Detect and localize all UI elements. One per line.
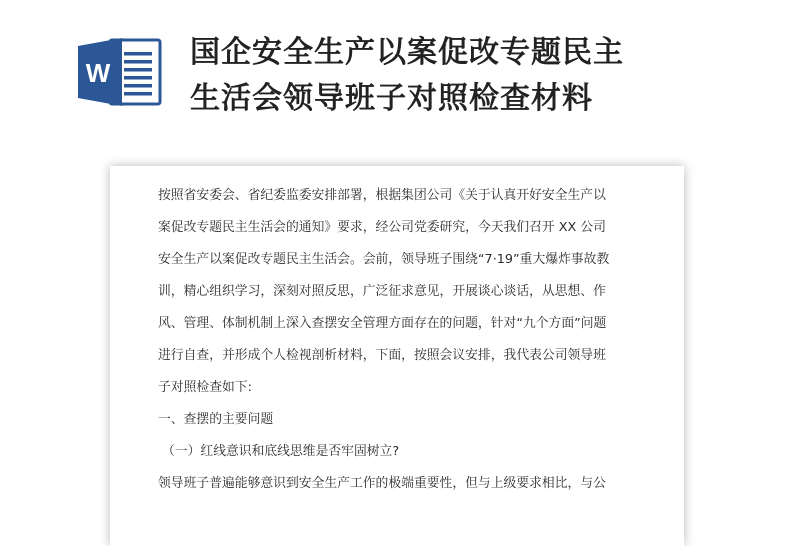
subsection-heading: （一）红线意识和底线思维是否牢固树立? bbox=[162, 444, 400, 459]
document-body bbox=[158, 180, 654, 500]
title-line-2: 生活会领导班子对照检查材料 bbox=[190, 81, 593, 116]
paragraph-line: 进行自查，并形成个人检视剖析材料，下面，按照会议安排，我代表公司领导班 bbox=[158, 348, 606, 363]
word-logo-letter: W bbox=[85, 58, 111, 88]
title-line-1: 国企安全生产以案促改专题民主 bbox=[190, 35, 624, 70]
paragraph-line: 风、管理、体制机制上深入查摆安全管理方面存在的问题，针对“九个方面”问题 bbox=[158, 316, 607, 331]
paragraph-line: 领导班子普遍能够意识到安全生产工作的极端重要性，但与上级要求相比，与公 bbox=[158, 476, 606, 491]
paragraph-line: 安全生产以案促改专题民主生活会。会前，领导班子围绕“7·19”重大爆炸事故教 bbox=[158, 252, 610, 267]
paragraph-line: 子对照检查如下: bbox=[158, 380, 252, 395]
paragraph-line: 训，精心组织学习，深刻对照反思，广泛征求意见，开展谈心谈话，从思想、作 bbox=[158, 284, 606, 299]
section-heading: 一、查摆的主要问题 bbox=[158, 412, 274, 427]
paragraph-line: 按照省安委会、省纪委监委安排部署，根据集团公司《关于认真开好安全生产以 bbox=[158, 188, 606, 203]
document-page bbox=[110, 166, 684, 546]
word-icon bbox=[76, 36, 164, 108]
paragraph-line: 案促改专题民主生活会的通知》要求，经公司党委研究，今天我们召开 XX 公司 bbox=[158, 220, 606, 235]
page-title bbox=[190, 30, 730, 122]
header bbox=[0, 0, 800, 150]
